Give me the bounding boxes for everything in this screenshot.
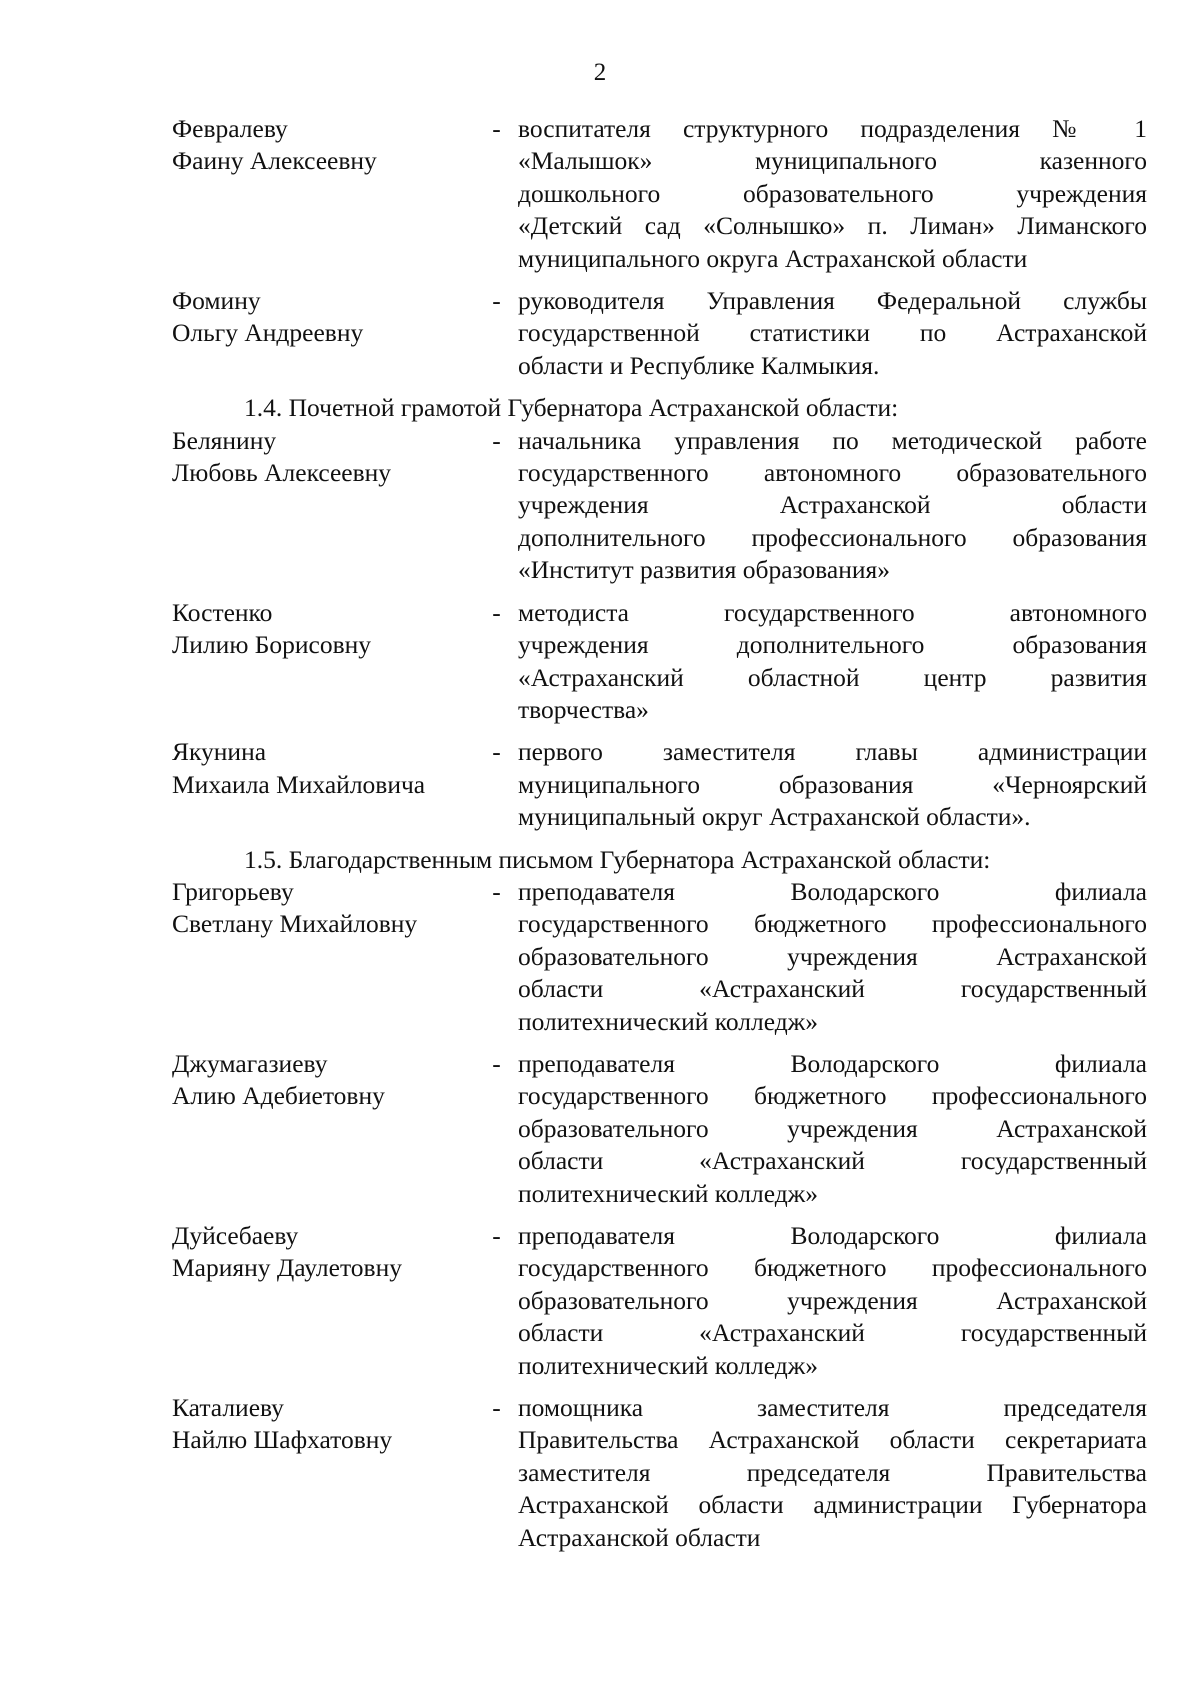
recipient-position-line: «Астраханский областной центр развития (518, 662, 1147, 692)
recipient-position-line: заместителя председателя Правительства (518, 1457, 1147, 1487)
entry-dash: - (492, 876, 501, 906)
recipient-position-line: Астраханской области администрации Губернатора (518, 1490, 1147, 1520)
recipient-name-line: Лилию Борисовну (172, 630, 372, 660)
recipient-position-line: учреждения Астраханской области (518, 490, 1147, 520)
recipient-position-line: образовательного учреждения Астраханской (518, 1285, 1147, 1315)
recipient-position-line: государственного бюджетного профессионального (518, 1081, 1147, 1111)
recipient-position-line: образовательного учреждения Астраханской (518, 1113, 1147, 1143)
recipient-position-line: руководителя Управления Федеральной службы (518, 286, 1147, 316)
recipient-position-line: преподавателя Володарского филиала (518, 1048, 1147, 1078)
entry-dash: - (492, 425, 501, 455)
recipient-name-line: Каталиеву (172, 1393, 284, 1423)
recipient-name-line: Михаила Михайловича (172, 769, 426, 799)
recipient-name (172, 1392, 475, 1457)
recipient-position-line: муниципальный округ Астраханской области». (518, 802, 1031, 832)
entry-dash: - (492, 1221, 501, 1250)
recipient-position (518, 736, 1147, 833)
recipient-position-line: учреждения дополнительного образования (518, 630, 1147, 660)
recipient-position-line: государственной статистики по Астраханской (518, 318, 1147, 348)
recipient-name (172, 285, 475, 350)
recipient-name (172, 1220, 475, 1285)
award-entry (172, 285, 1147, 382)
recipient-position-line: дополнительного профессионального образования (518, 522, 1147, 552)
recipient-name-line: Февралеву (172, 114, 288, 143)
recipient-position (518, 876, 1147, 1038)
recipient-name-line: Алию Адебиетовну (172, 1081, 385, 1111)
recipient-position-line: политехнический колледж» (518, 1006, 819, 1036)
recipient-position (518, 1048, 1147, 1210)
recipient-position-line: дошкольного образовательного учреждения (518, 178, 1147, 208)
recipient-name-line: Найлю Шафхатовну (172, 1425, 393, 1455)
entries-section-1-4 (172, 425, 1147, 834)
recipient-position (518, 113, 1147, 275)
recipient-position-line: государственного бюджетного профессионального (518, 1253, 1147, 1283)
recipient-name-line: Дуйсебаеву (172, 1221, 299, 1250)
recipient-position (518, 1220, 1147, 1382)
recipient-position-line: преподавателя Володарского филиала (518, 876, 1147, 906)
recipient-position-line: области «Астраханский государственный (518, 974, 1147, 1004)
recipient-name-line: Марияну Даулетовну (172, 1253, 402, 1283)
recipient-name-line: Фаину Алексеевну (172, 146, 377, 176)
recipient-name-line: Григорьеву (172, 876, 294, 906)
document-body (172, 113, 1147, 1564)
section-heading-1-5: 1.5. Благодарственным письмом Губернатора Астраханской области: (244, 844, 991, 874)
recipient-name-line: Ольгу Андреевну (172, 318, 364, 348)
recipient-position-line: области «Астраханский государственный (518, 1318, 1147, 1348)
recipient-name (172, 876, 475, 941)
page-number: 2 (593, 59, 607, 86)
recipient-position (518, 1392, 1147, 1554)
recipient-position-line: первого заместителя главы администрации (518, 737, 1147, 767)
entry-dash: - (492, 737, 501, 767)
recipient-name-line: Любовь Алексеевну (172, 458, 392, 488)
recipient-name (172, 1048, 475, 1113)
recipient-position (518, 425, 1147, 587)
recipient-position-line: Правительства Астраханской области секретариата (518, 1425, 1147, 1455)
recipient-name (172, 597, 475, 662)
recipient-position-line: политехнический колледж» (518, 1350, 819, 1380)
recipient-position-line: области и Республике Калмыкия. (518, 350, 880, 380)
entry-dash: - (492, 286, 501, 316)
entry-dash: - (492, 1048, 501, 1078)
recipient-position-line: государственного автономного образовательного (518, 458, 1147, 488)
recipient-name-line: Светлану Михайловну (172, 909, 418, 939)
award-entry (172, 1220, 1147, 1382)
award-entry (172, 876, 1147, 1038)
recipient-name (172, 113, 475, 178)
recipient-name (172, 736, 475, 801)
section-heading-1-4: 1.4. Почетной грамотой Губернатора Астраханской области: (244, 393, 899, 423)
recipient-position-line: воспитателя структурного подразделения № 1 (518, 114, 1147, 143)
recipient-position-line: муниципального образования «Черноярский (518, 769, 1147, 799)
recipient-position (518, 597, 1147, 727)
entry-dash: - (492, 1393, 501, 1423)
award-entry (172, 113, 1147, 275)
recipient-name-line: Якунина (172, 737, 267, 767)
entries-top (172, 113, 1147, 382)
recipient-position-line: «Институт развития образования» (518, 555, 890, 585)
recipient-position-line: политехнический колледж» (518, 1178, 819, 1208)
recipient-name-line: Белянину (172, 425, 277, 455)
recipient-name-line: Джумагазиеву (172, 1048, 328, 1078)
recipient-position-line: области «Астраханский государственный (518, 1146, 1147, 1176)
award-entry (172, 425, 1147, 587)
award-entry (172, 736, 1147, 833)
recipient-position (518, 285, 1147, 382)
recipient-position-line: «Детский сад «Солнышко» п. Лиман» Лиманского (518, 211, 1147, 241)
recipient-position-line: государственного бюджетного профессионального (518, 909, 1147, 939)
recipient-position-line: помощника заместителя председателя (518, 1393, 1147, 1423)
entry-dash: - (492, 597, 501, 627)
award-entry (172, 1392, 1147, 1554)
recipient-position-line: начальника управления по методической работе (518, 425, 1147, 455)
recipient-name-line: Костенко (172, 597, 273, 627)
award-entry (172, 597, 1147, 727)
award-entry (172, 1048, 1147, 1210)
recipient-position-line: образовательного учреждения Астраханской (518, 941, 1147, 971)
recipient-position-line: «Малышок» муниципального казенного (518, 146, 1147, 176)
entries-section-1-5 (172, 876, 1147, 1554)
recipient-name (172, 425, 475, 490)
recipient-name-line: Фомину (172, 286, 261, 316)
recipient-position-line: муниципального округа Астраханской области (518, 243, 1028, 273)
entry-dash: - (492, 114, 501, 143)
recipient-position-line: творчества» (518, 694, 649, 724)
recipient-position-line: преподавателя Володарского филиала (518, 1221, 1147, 1250)
recipient-position-line: методиста государственного автономного (518, 597, 1147, 627)
recipient-position-line: Астраханской области (518, 1522, 761, 1552)
